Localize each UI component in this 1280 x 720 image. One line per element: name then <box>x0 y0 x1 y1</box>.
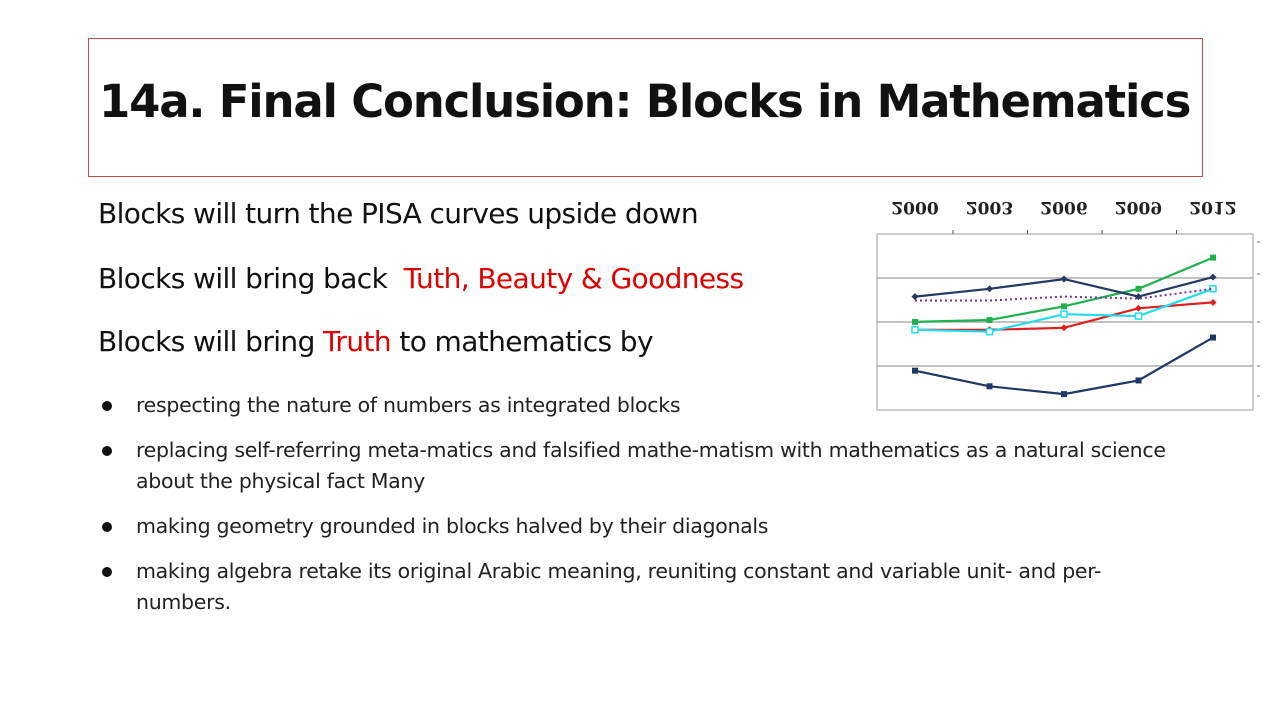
headline-pisa: Blocks will turn the PISA curves upside down <box>98 197 698 230</box>
chart-point <box>1061 303 1067 309</box>
chart-category-label: 2000 <box>891 197 939 217</box>
bullet-item <box>102 511 1182 542</box>
title-box <box>88 38 1203 177</box>
bullet-text: making geometry grounded in blocks halved by their diagonals <box>136 514 769 538</box>
chart-point <box>1136 286 1142 292</box>
chart-point <box>1061 311 1067 317</box>
chart-point <box>1210 255 1216 261</box>
headline-truth-highlight: Truth <box>323 325 392 358</box>
bullet-text: respecting the nature of numbers as integrated blocks <box>136 393 681 417</box>
chart-point <box>1136 313 1142 319</box>
chart-category-label: 2006 <box>1040 197 1088 217</box>
bullet-dot-icon <box>102 522 112 532</box>
bullet-item <box>102 435 1182 497</box>
headline-beauty-prefix: Blocks will bring back <box>98 262 404 295</box>
bullet-dot-icon <box>102 446 112 456</box>
chart-point <box>912 319 918 325</box>
chart-point <box>987 317 993 323</box>
bullet-list <box>102 390 1182 632</box>
chart-point <box>912 368 918 374</box>
bullet-dot-icon <box>102 401 112 411</box>
headline-truth-prefix: Blocks will bring <box>98 325 324 358</box>
bullet-text: making algebra retake its original Arabic meaning, reuniting constant and variable unit- and per-numbers. <box>136 559 1102 614</box>
pisa-chart-svg <box>860 186 1268 414</box>
chart-point <box>912 327 918 333</box>
bullet-item <box>102 556 1182 618</box>
headline-truth <box>98 325 653 358</box>
chart-point <box>1210 335 1216 341</box>
bullet-dot-icon <box>102 567 112 577</box>
chart-category-label: 2003 <box>965 197 1014 217</box>
chart-point <box>987 329 993 335</box>
headline-truth-suffix: to mathematics by <box>391 325 653 358</box>
chart-category-label: 2012 <box>1189 197 1237 217</box>
slide-title: 14a. Final Conclusion: Blocks in Mathematics <box>99 75 1191 128</box>
headline-beauty <box>98 262 744 295</box>
chart-point <box>1061 391 1067 397</box>
chart-category-label: 2009 <box>1114 197 1163 217</box>
chart-point <box>987 383 993 389</box>
chart-point <box>1136 377 1142 383</box>
bullet-text: replacing self-referring meta-matics and falsified mathe-matism with mathematics as a natural science about the physical fact Many <box>136 438 1166 493</box>
headline-beauty-highlight: Tuth, Beauty & Goodness <box>403 262 744 295</box>
pisa-chart <box>860 186 1268 414</box>
